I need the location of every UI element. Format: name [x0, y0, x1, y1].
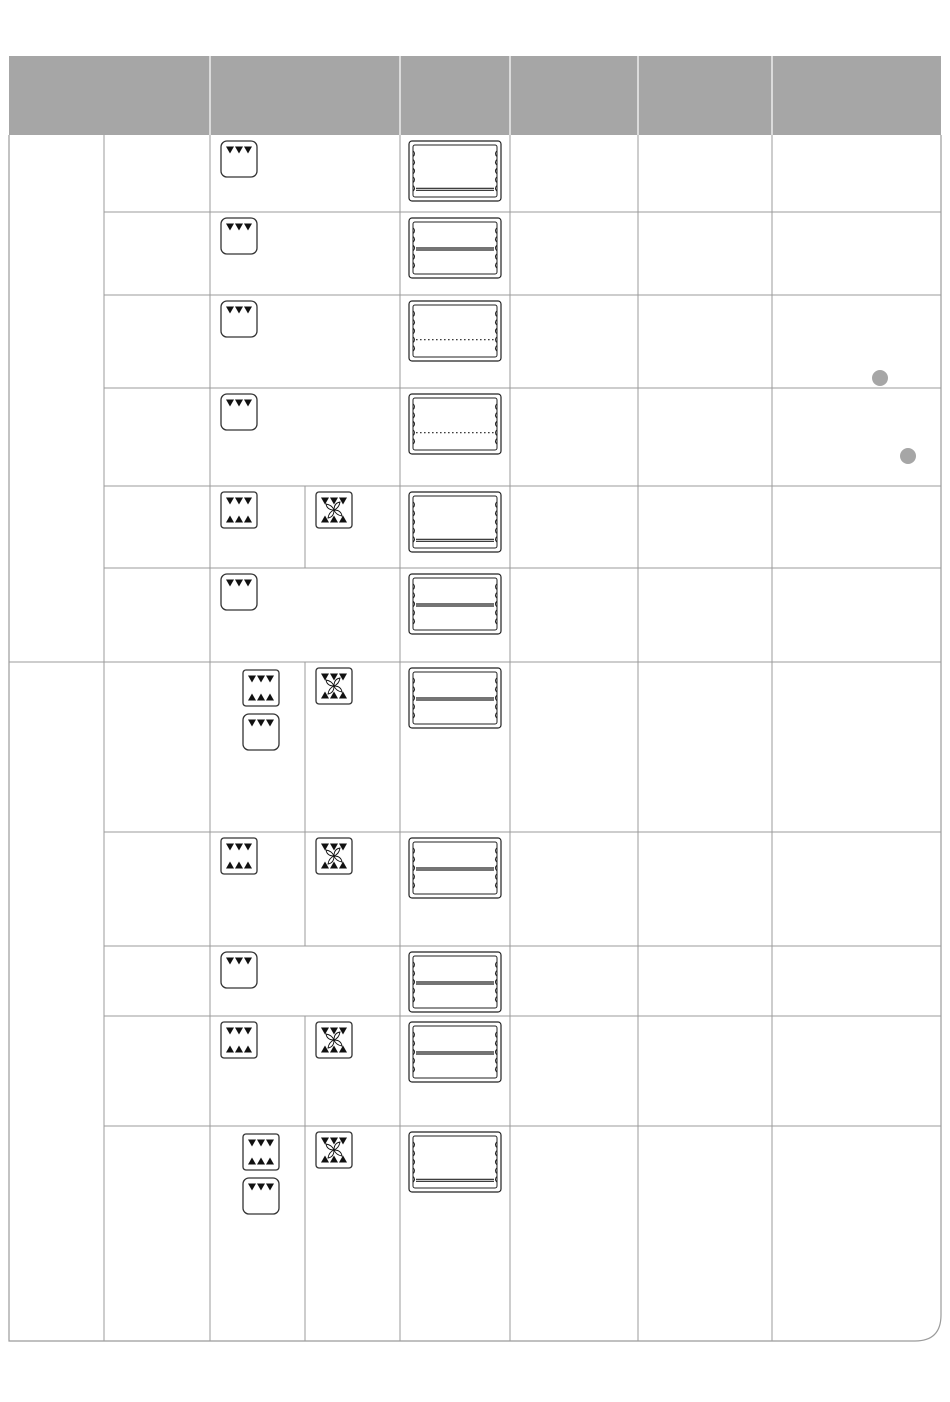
oven-shelf-diagram — [409, 668, 501, 728]
mode-frame — [221, 492, 257, 528]
top-bottom-heat-icon — [221, 838, 257, 874]
mode-frame — [221, 218, 257, 254]
oven-shelf-diagram — [409, 574, 501, 634]
mode-frame — [243, 1134, 279, 1170]
mode-frame — [221, 301, 257, 337]
oven-outer-frame — [409, 1132, 501, 1192]
oven-shelf-diagram — [409, 492, 501, 552]
oven-outer-frame — [409, 492, 501, 552]
oven-shelf-diagram — [409, 838, 501, 898]
mode-frame — [221, 838, 257, 874]
top-heat-icon — [221, 394, 257, 430]
oven-shelf-diagram — [409, 1022, 501, 1082]
fan-heat-icon — [316, 1022, 352, 1058]
table-body — [221, 141, 916, 1214]
note-marker-dot — [900, 448, 916, 464]
oven-outer-frame — [409, 141, 501, 201]
oven-shelf-diagram — [409, 141, 501, 201]
oven-shelf-diagram — [409, 218, 501, 278]
top-bottom-heat-icon — [243, 1134, 279, 1170]
top-heat-icon — [221, 301, 257, 337]
fan-heat-icon — [316, 668, 352, 704]
mode-frame — [221, 952, 257, 988]
mode-frame — [221, 141, 257, 177]
top-heat-icon — [243, 1178, 279, 1214]
oven-shelf-diagram — [409, 1132, 501, 1192]
top-bottom-heat-icon — [243, 670, 279, 706]
mode-frame — [243, 714, 279, 750]
top-heat-icon — [243, 714, 279, 750]
fan-heat-icon — [316, 1132, 352, 1168]
top-bottom-heat-icon — [221, 492, 257, 528]
fan-heat-icon — [316, 492, 352, 528]
oven-shelf-diagram — [409, 952, 501, 1012]
mode-frame — [243, 1178, 279, 1214]
header-band — [9, 56, 941, 135]
top-heat-icon — [221, 574, 257, 610]
mode-frame — [221, 394, 257, 430]
top-heat-icon — [221, 218, 257, 254]
fan-heat-icon — [316, 838, 352, 874]
oven-shelf-diagram — [409, 301, 501, 361]
mode-frame — [243, 670, 279, 706]
oven-outer-frame — [409, 394, 501, 454]
top-heat-icon — [221, 141, 257, 177]
mode-frame — [221, 1022, 257, 1058]
top-heat-icon — [221, 952, 257, 988]
note-marker-dot — [872, 370, 888, 386]
mode-frame — [221, 574, 257, 610]
top-bottom-heat-icon — [221, 1022, 257, 1058]
oven-shelf-diagram — [409, 394, 501, 454]
oven-outer-frame — [409, 301, 501, 361]
